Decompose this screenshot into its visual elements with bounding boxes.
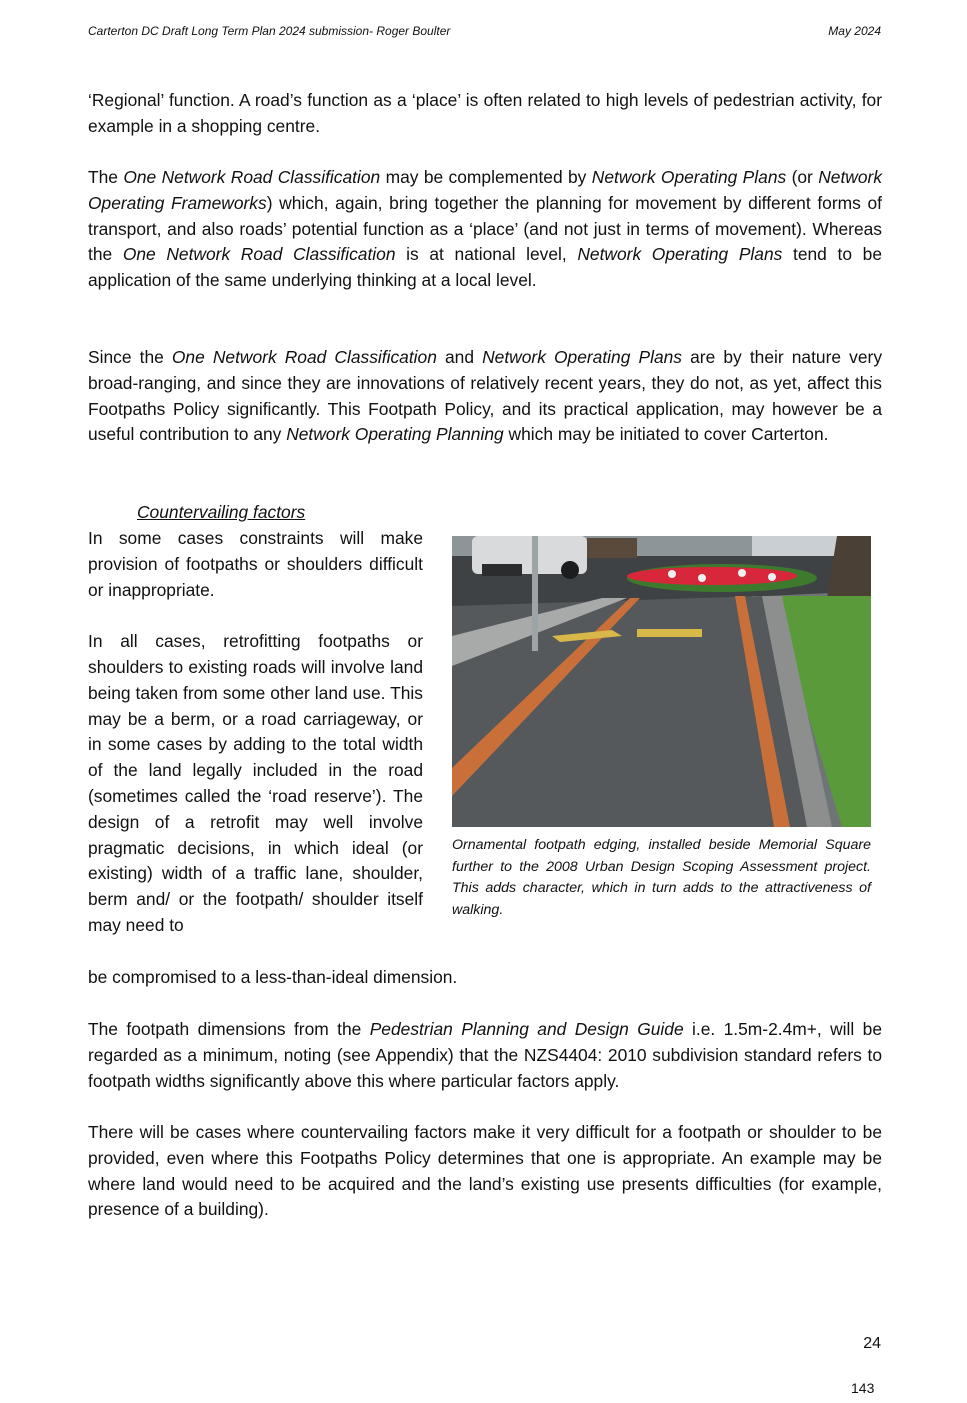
paragraph-countervailing-cases xyxy=(88,1120,882,1223)
text-run: The xyxy=(88,167,124,187)
italic-term: Network Operating Planning xyxy=(286,424,504,445)
text-run: The footpath dimensions from the xyxy=(88,1019,370,1039)
text-run: ) which, again, bring together the planning for movement by different forms of transport, and also roads’ potential function as a ‘place’ (and not just in terms of movement). Whereas the xyxy=(88,192,882,265)
photo-caption: Ornamental footpath edging, installed beside Memorial Square further to the 2008 Urban Design Scoping Assessment project. This adds character, which in turn adds to the attractiveness of walking. xyxy=(452,837,871,918)
text-run: are by their nature very broad-ranging, and since they are innovations of relatively recent years, they do not, as yet, affect this Footpaths Policy significantly. This Footpath Policy, and its practical application, may however be a useful contribution to any xyxy=(88,347,883,445)
paragraph-footpath-dimensions xyxy=(88,1017,882,1094)
paragraph-regional-function xyxy=(88,88,882,140)
italic-term: Network Operating Plans xyxy=(482,347,682,367)
section-subheading: Countervailing factors xyxy=(137,502,306,522)
footpath-photo-illustration xyxy=(452,536,871,827)
paragraph-broad-ranging xyxy=(88,345,882,448)
italic-term: One Network Road Classification xyxy=(171,347,437,367)
text-run: Since the xyxy=(88,347,172,367)
page-number-secondary: 143 xyxy=(851,1380,875,1396)
text-run: (or xyxy=(786,167,819,187)
text-run: There will be cases where countervailing factors make it very difficult for a footpath or shoulder to be provided, even where this Footpaths Policy determines that one is appropriate. An example may be where land would need to be acquired and the land’s existing use presents difficulties (for example, presence of a building). xyxy=(88,1122,882,1220)
page-number: 24 xyxy=(863,1335,881,1352)
italic-term: Network Operating Plans xyxy=(577,244,783,265)
footpath-photo xyxy=(452,536,871,827)
italic-term: Pedestrian Planning and Design Guide xyxy=(369,1019,684,1039)
running-header-title: Carterton DC Draft Long Term Plan 2024 submission- Roger Boulter xyxy=(88,24,451,38)
paragraph-text: ‘Regional’ function. A road’s function as a ‘place’ is often related to high levels of pedestrian activity, for example in a shopping centre. xyxy=(88,90,882,136)
paragraph-retrofitting-end: be compromised to a less-than-ideal dimension. xyxy=(88,967,458,987)
running-header-date: May 2024 xyxy=(828,24,881,38)
italic-term: Network Operating Plans xyxy=(591,167,787,187)
italic-term: One Network Road Classification xyxy=(123,167,381,187)
italic-term: One Network Road Classification xyxy=(122,244,396,265)
left-column-text xyxy=(88,526,423,939)
text-run: is at national level, xyxy=(395,244,578,265)
paragraph-network-operating-plans xyxy=(88,165,882,294)
text-run: i.e. 1.5m-2.4m+, will be regarded as a minimum, noting (see Appendix) that the NZS4404: 2010 subdivision standard refers to footpath widths significantly above this where particular factors apply. xyxy=(88,1019,883,1091)
paragraph-retrofitting: In all cases, retrofitting footpaths or shoulders to existing roads will involve land being taken from some other land use. This may be a berm, or a road carriageway, or in some cases by adding to the total width of the land legally included in the road (sometimes called the ‘road reserve’). The design of a retrofit may well involve pragmatic decisions, in which ideal (or existing) width of a traffic lane, shoulder, berm and/ or the footpath/ shoulder itself may need to xyxy=(88,631,423,935)
italic-term: Network Operating Frameworks xyxy=(88,167,883,213)
text-run: tend to be application of the same underlying thinking at a local level. xyxy=(88,244,882,291)
text-run: and xyxy=(436,347,483,367)
text-run: which may be initiated to cover Carterton. xyxy=(503,424,829,445)
text-run: may be complemented by xyxy=(380,167,592,187)
paragraph-constraints: In some cases constraints will make provision of footpaths or shoulders difficult or inappropriate. xyxy=(88,528,423,600)
